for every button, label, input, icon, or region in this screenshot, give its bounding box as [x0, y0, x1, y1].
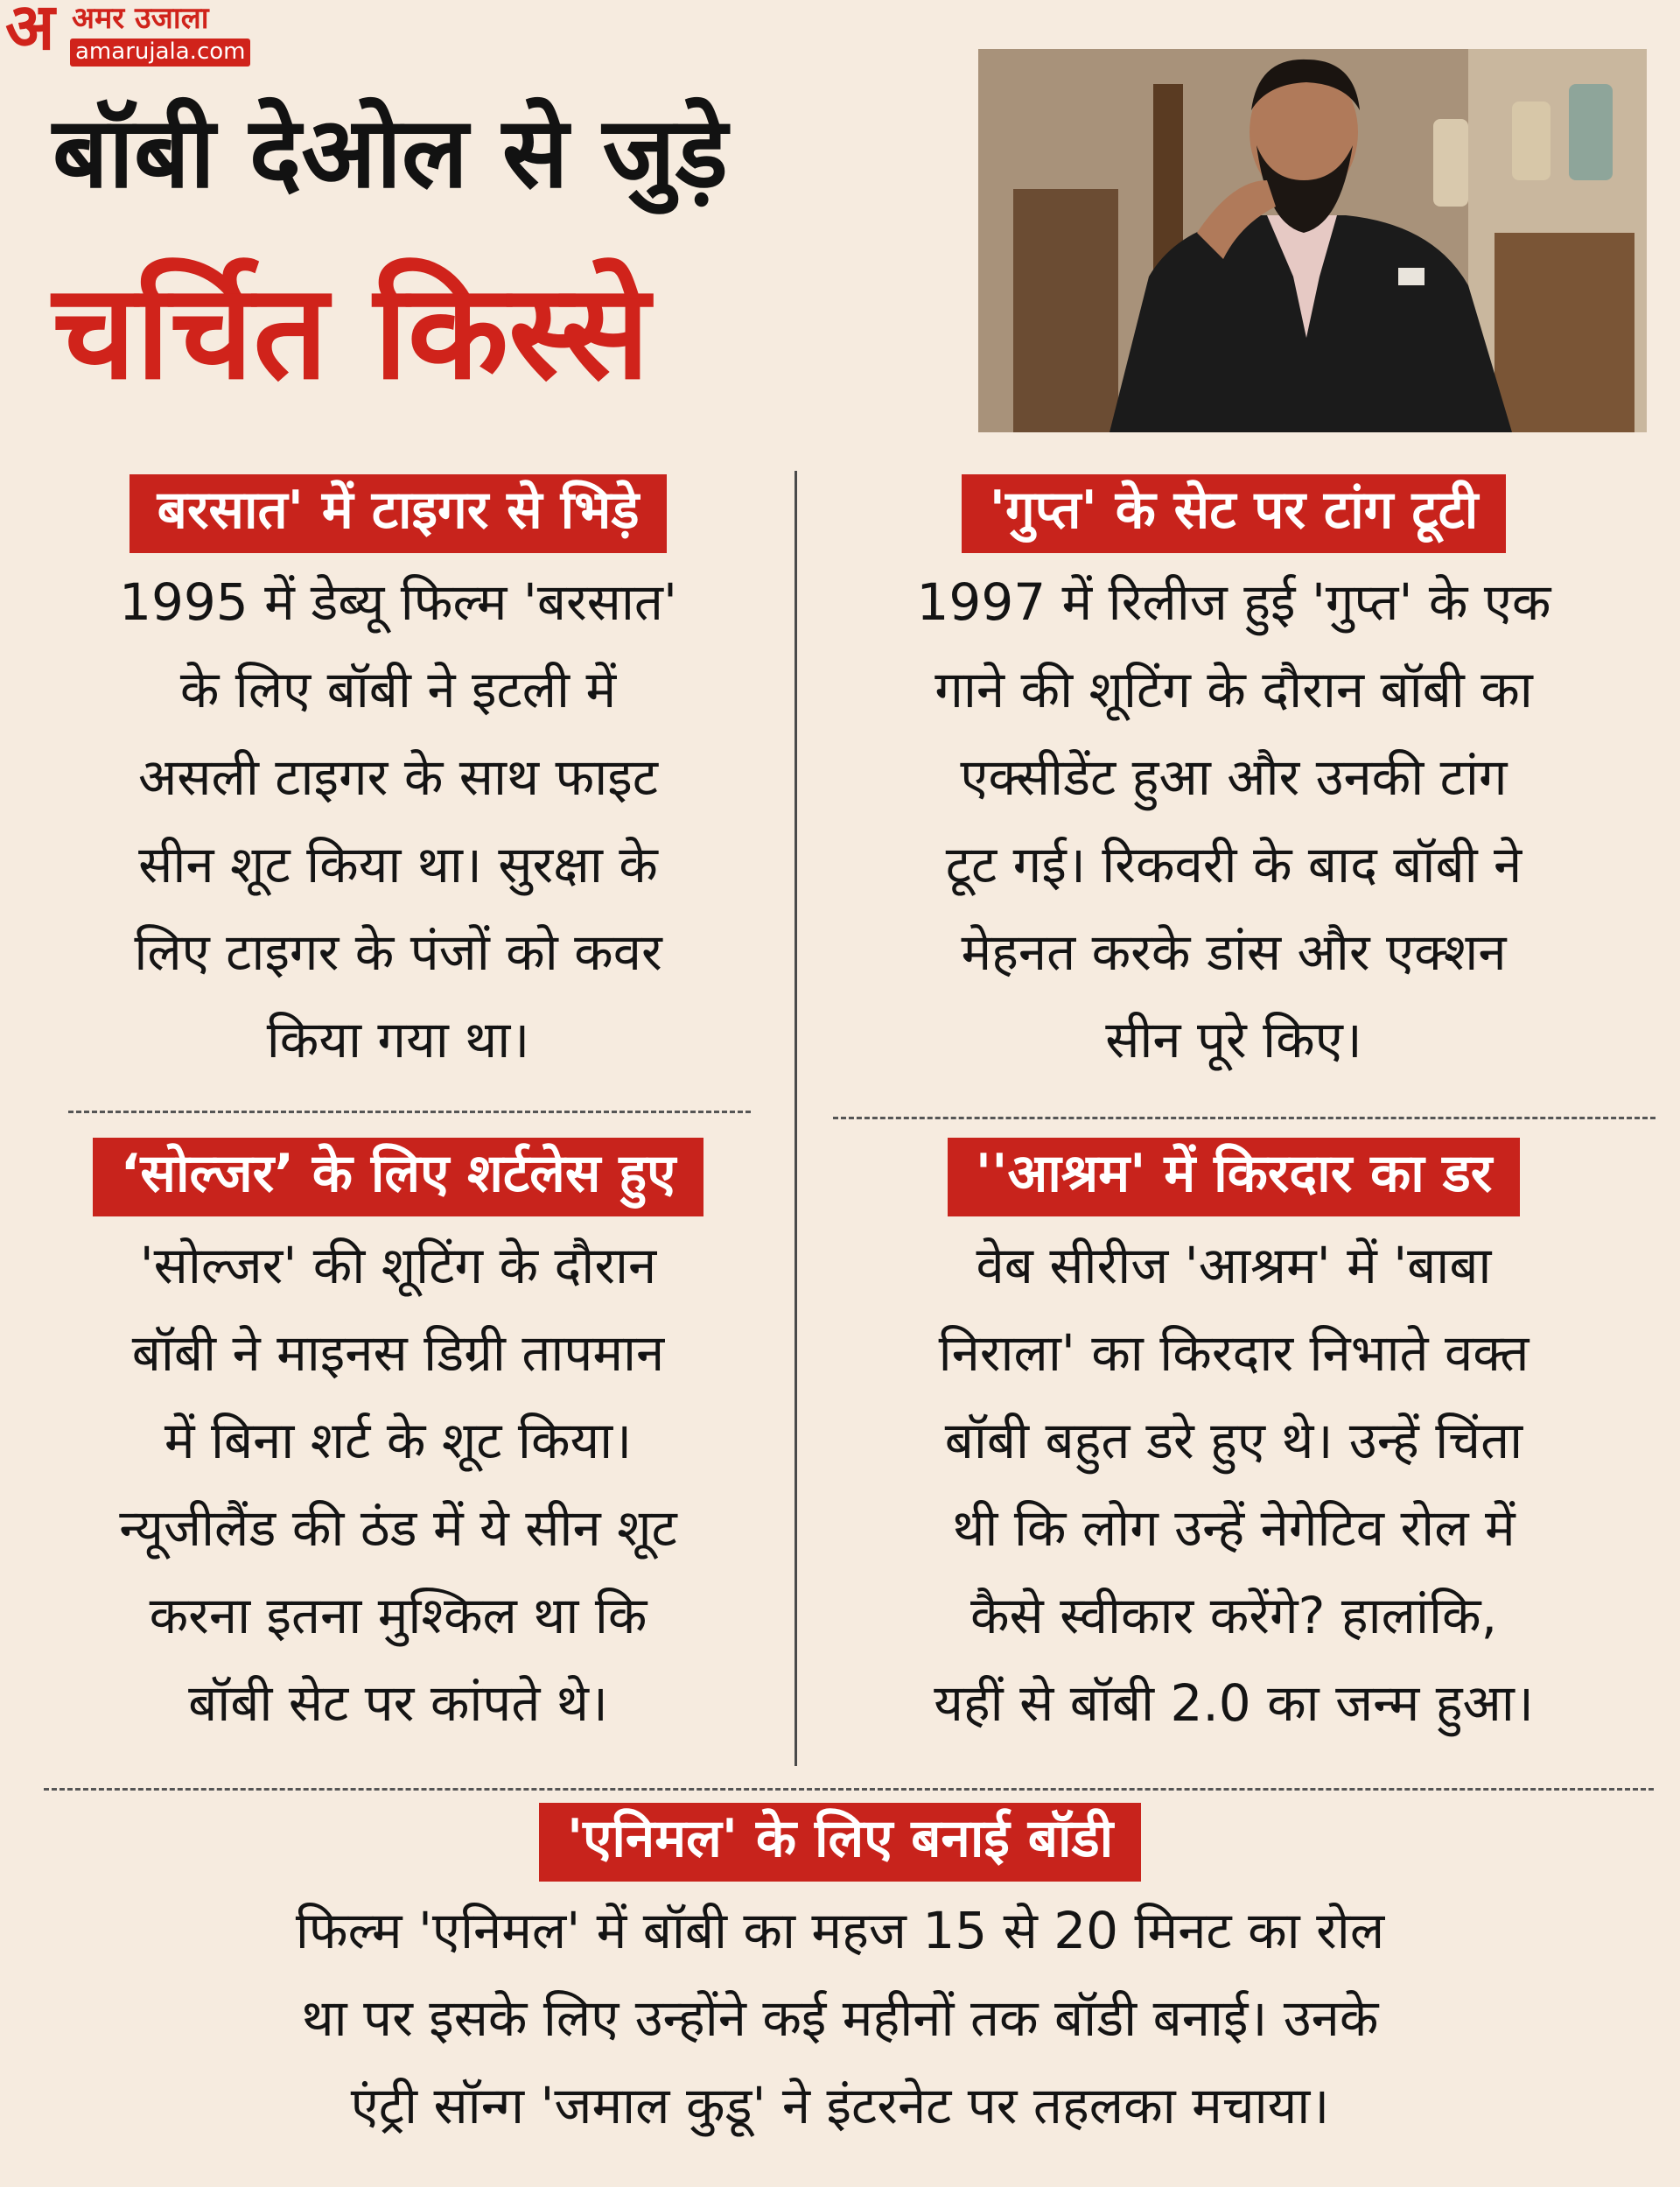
story-line: था पर इसके लिए उन्होंने कई महीनों तक बॉडी बनाई। उनके: [301, 1988, 1379, 2048]
story-line: वेब सीरीज 'आश्रम' में 'बाबा: [976, 1236, 1492, 1295]
story-line: न्यूजीलैंड की ठंड में ये सीन शूट: [119, 1498, 677, 1558]
headline-line-1: बॉबी देओल से जुड़े: [52, 96, 728, 210]
portrait-photo: [978, 49, 1647, 432]
column-divider: [794, 471, 797, 1766]
story-aashram: [822, 1138, 1645, 1747]
headline-line-2: चर्चित किस्से: [52, 256, 650, 409]
logo-brand-name: अमर उजाला: [72, 1, 209, 36]
story-gupt: [822, 474, 1645, 1083]
story-line: में बिना शर्ट के शूट किया।: [164, 1411, 633, 1470]
story-line: कैसे स्वीकार करेंगे? हालांकि,: [970, 1586, 1498, 1645]
story-heading: बरसात' में टाइगर से भिड़े: [130, 474, 668, 553]
story-body: [35, 1887, 1645, 2149]
divider-dashed-right: [833, 1117, 1656, 1119]
story-body: [822, 1222, 1645, 1747]
story-line: 1997 में रिलीज हुई 'गुप्त' के एक: [916, 572, 1551, 632]
story-line: एंट्री सॉन्ग 'जमाल कुडू' ने इंटरनेट पर तहलका मचाया।: [350, 2076, 1330, 2135]
story-line: टूट गई। रिकवरी के बाद बॉबी ने: [945, 835, 1522, 894]
story-line: एक्सीडेंट हुआ और उनकी टांग: [960, 747, 1508, 807]
story-barsaat: [35, 474, 761, 1083]
story-heading: ‘सोल्जर’ के लिए शर्टलेस हुए: [93, 1138, 704, 1216]
story-line: फिल्म 'एनिमल' में बॉबी का महज 15 से 20 मिनट का रोल: [295, 1901, 1385, 1960]
logo-domain: amarujala.com: [70, 39, 250, 67]
story-heading: ''आश्रम' में किरदार का डर: [948, 1138, 1521, 1216]
story-animal: [35, 1803, 1645, 2149]
story-line: किया गया था।: [266, 1010, 530, 1069]
story-line: 'सोल्जर' की शूटिंग के दौरान: [139, 1236, 657, 1295]
portrait-illustration: [978, 49, 1647, 432]
story-line: बॉबी बहुत डरे हुए थे। उन्हें चिंता: [944, 1411, 1523, 1470]
story-heading: 'गुप्त' के सेट पर टांग टूटी: [962, 474, 1507, 553]
story-line: मेहनत करके डांस और एक्शन: [961, 922, 1507, 982]
story-line: असली टाइगर के साथ फाइट: [137, 747, 658, 807]
story-line: यहीं से बॉबी 2.0 का जन्म हुआ।: [934, 1673, 1534, 1733]
story-line: सीन पूरे किए।: [1105, 1010, 1362, 1069]
story-body: [35, 558, 761, 1083]
story-line: लिए टाइगर के पंजों को कवर: [134, 922, 662, 982]
story-line: के लिए बॉबी ने इटली में: [179, 660, 617, 719]
story-line: बॉबी ने माइनस डिग्री तापमान: [131, 1323, 665, 1383]
story-line: करना इतना मुश्किल था कि: [149, 1586, 648, 1645]
story-soldier: [35, 1138, 761, 1747]
story-body: [822, 558, 1645, 1083]
story-line: निराला' का किरदार निभाते वक्त: [938, 1323, 1530, 1383]
story-body: [35, 1222, 761, 1747]
story-line: गाने की शूटिंग के दौरान बॉबी का: [934, 660, 1533, 719]
brand-logo: [0, 0, 262, 72]
divider-dashed-full: [44, 1788, 1654, 1791]
divider-dashed-left: [68, 1111, 751, 1113]
logo-glyph: अ: [5, 0, 55, 65]
story-heading: 'एनिमल' के लिए बनाई बॉडी: [539, 1803, 1141, 1882]
story-line: सीन शूट किया था। सुरक्षा के: [138, 835, 658, 894]
story-line: 1995 में डेब्यू फिल्म 'बरसात': [119, 572, 677, 632]
story-line: थी कि लोग उन्हें नेगेटिव रोल में: [952, 1498, 1516, 1558]
story-line: बॉबी सेट पर कांपते थे।: [188, 1673, 608, 1733]
